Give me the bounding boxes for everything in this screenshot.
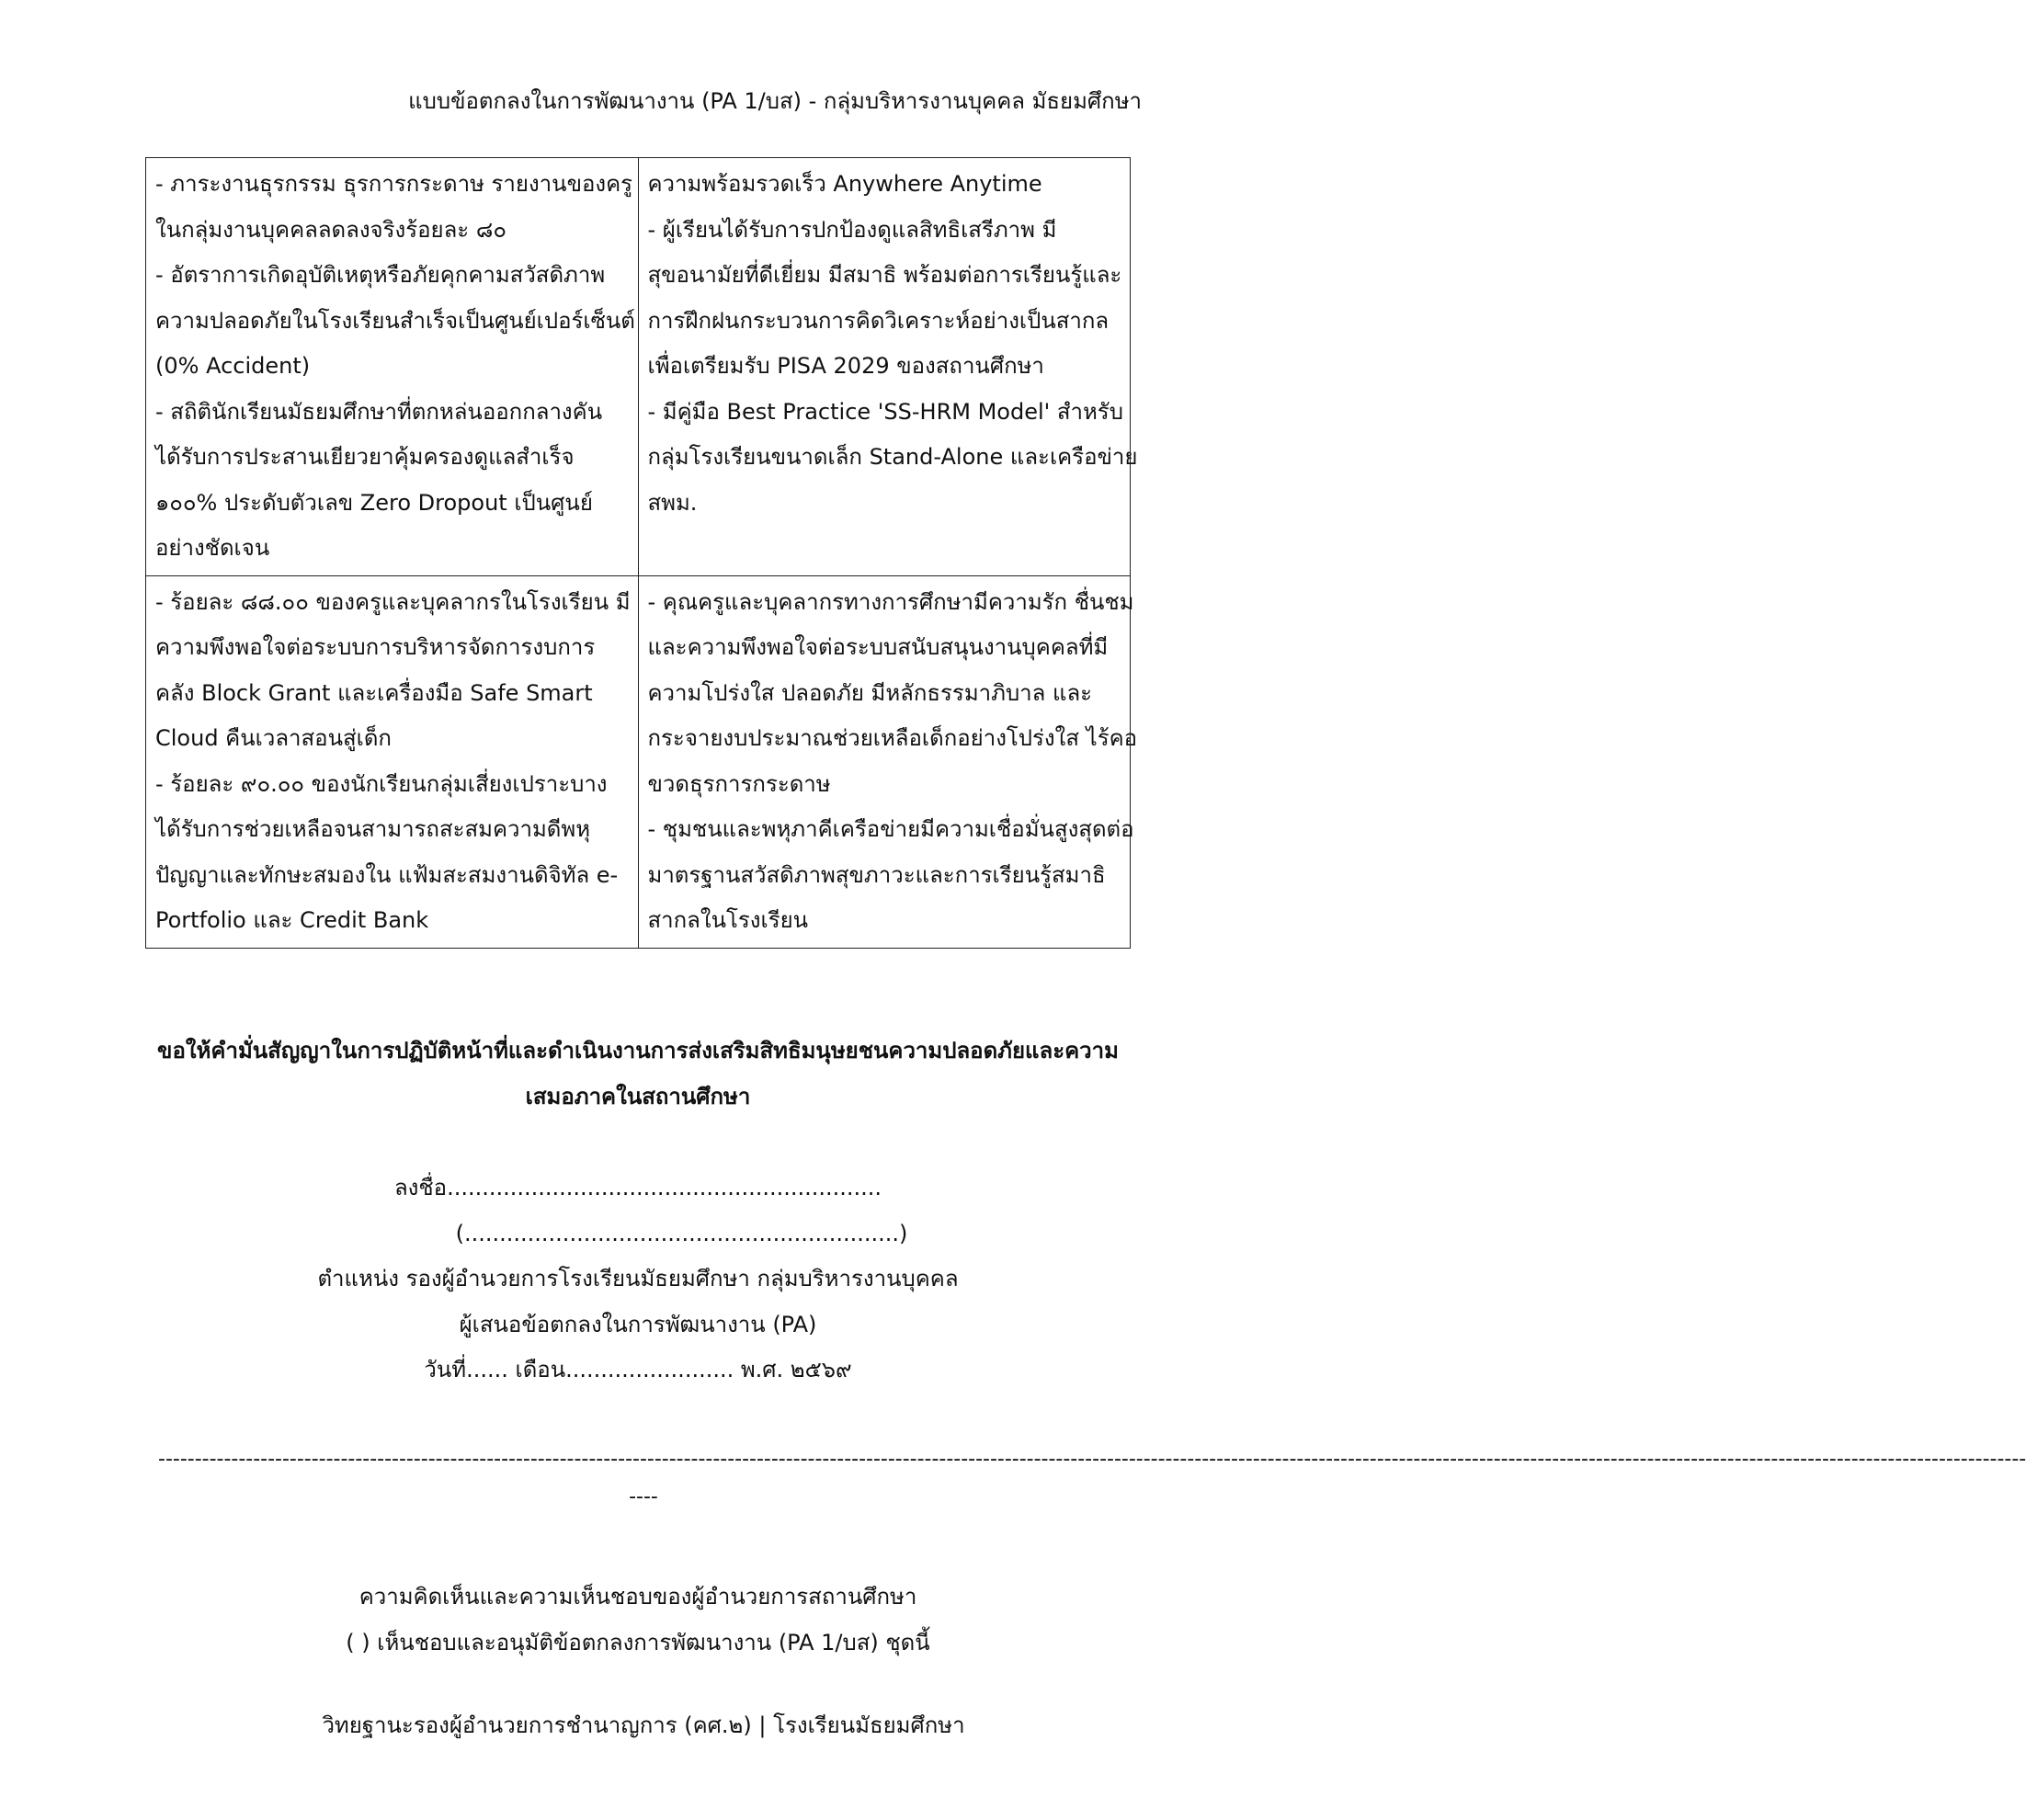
cell-line: และความพึงพอใจต่อระบบสนับสนุนงานบุคคลที่มี: [647, 634, 1109, 660]
section-divider-tail: ----: [629, 1485, 658, 1508]
cell-line: - ภาระงานธุรกรรม ธุรการกระดาษ รายงานของครู: [155, 171, 633, 197]
pa-indicator-table: [145, 157, 1138, 949]
cell-line: กลุ่มโรงเรียนขนาดเล็ก Stand-Alone และเครือข่าย: [647, 444, 1138, 470]
cell-line: - สถิตินักเรียนมัธยมศึกษาที่ตกหล่นออกกลางคัน: [155, 398, 603, 425]
cell-line: - มีคู่มือ Best Practice 'SS-HRM Model' สำหรับ: [647, 398, 1123, 425]
cell-line: ๑๐๐% ประดับตัวเลข Zero Dropout เป็นศูนย์: [155, 489, 593, 516]
cell-line: ในกลุ่มงานบุคคลลดลงจริงร้อยละ ๘๐: [155, 216, 506, 243]
cell-line: - คุณครูและบุคลากรทางการศึกษามีความรัก ชื่นชม: [647, 588, 1134, 615]
table-row: [146, 575, 1131, 948]
section-divider: ----------------------------------------------------------------------------------------------------------------------------------------------------------------------------------------------------------------------------------------------------------------: [158, 1448, 2026, 1471]
signature-block: [145, 1166, 1131, 1393]
cell-line: - ร้อยละ ๙๐.๐๐ ของนักเรียนกลุ่มเสี่ยงเปราะบาง: [155, 770, 608, 797]
cell-line: ความโปร่งใส ปลอดภัย มีหลักธรรมาภิบาล และ: [647, 679, 1093, 706]
cell-line: - อัตราการเกิดอุบัติเหตุหรือภัยคุกคามสวัสดิภาพ: [155, 262, 606, 288]
cell-line: ความพร้อมรวดเร็ว Anywhere Anytime: [647, 171, 1042, 197]
cell-line: การฝึกฝนกระบวนการคิดวิเคราะห์อย่างเป็นสากล: [647, 307, 1110, 334]
cell-line: ปัญญาและทักษะสมองใน แฟ้มสะสมงานดิจิทัล e-: [155, 861, 619, 888]
cell-line: ได้รับการช่วยเหลือจนสามารถสะสมความดีพหุ: [155, 816, 591, 842]
cell-line: - ผู้เรียนได้รับการปกป้องดูแลสิทธิเสรีภาพ มี: [647, 216, 1057, 243]
table-cell-left: [146, 158, 639, 576]
cell-line: มาตรฐานสวัสดิภาพสุขภาวะและการเรียนรู้สมาธิ: [647, 861, 1106, 888]
director-opinion: [145, 1574, 1131, 1666]
signer-position: ตำแหน่ง รองผู้อำนวยการโรงเรียนมัธยมศึกษา กลุ่มบริหารงานบุคคล: [317, 1266, 959, 1291]
cell-line: - ชุมชนและพหุภาคีเครือข่ายมีความเชื่อมั่นสูงสุดต่อ: [647, 816, 1134, 842]
cell-line: (0% Accident): [155, 353, 311, 379]
table-cell-right: [638, 575, 1138, 948]
table-cell-right: [638, 158, 1138, 576]
cell-line: สากลในโรงเรียน: [647, 907, 809, 933]
cell-line: ความพึงพอใจต่อระบบการบริหารจัดการงบการ: [155, 634, 596, 660]
cell-line: ขวดธุรการกระดาษ: [647, 770, 831, 797]
cell-line: เพื่อเตรียมรับ PISA 2029 ของสถานศึกษา: [647, 353, 1044, 379]
signature-line: ลงชื่อ..............................................................: [393, 1175, 882, 1200]
table-row: [146, 158, 1131, 576]
cell-line: ความปลอดภัยในโรงเรียนสำเร็จเป็นศูนย์เปอร์เซ็นต์: [155, 307, 635, 334]
page-header: แบบข้อตกลงในการพัฒนางาน (PA 1/บส) - กลุ่มบริหารงานบุคคล มัธยมศึกษา: [408, 88, 1142, 114]
commitment-statement: [145, 1028, 1131, 1120]
cell-line: สุขอนามัยที่ดีเยี่ยม มีสมาธิ พร้อมต่อการเรียนรู้และ: [647, 262, 1122, 288]
signer-name-line: (..............................................................): [455, 1220, 908, 1246]
cell-line: Portfolio และ Credit Bank: [155, 907, 429, 933]
cell-line: สพม.: [647, 489, 698, 516]
signer-role: ผู้เสนอข้อตกลงในการพัฒนางาน (PA): [459, 1311, 817, 1337]
cell-line: คลัง Block Grant และเครื่องมือ Safe Smart: [155, 679, 593, 706]
commitment-line: ขอให้คำมั่นสัญญาในการปฏิบัติหน้าที่และดำเนินงานการส่งเสริมสิทธิมนุษยชนความปลอดภัยและความ: [157, 1038, 1119, 1064]
approval-line: ( ) เห็นชอบและอนุมัติข้อตกลงการพัฒนางาน (PA 1/บส) ชุดนี้: [346, 1630, 930, 1655]
commitment-line: เสมอภาคในสถานศึกษา: [525, 1084, 751, 1109]
cell-line: ได้รับการประสานเยียวยาคุ้มครองดูแลสำเร็จ: [155, 444, 575, 470]
cell-line: - ร้อยละ ๘๘.๐๐ ของครูและบุคลากรในโรงเรียน มี: [155, 588, 631, 615]
cell-line: Cloud คืนเวลาสอนสู่เด็ก: [155, 725, 392, 751]
signature-date: วันที่...... เดือน........................ พ.ศ. ๒๕๖๙: [424, 1357, 852, 1382]
cell-line: กระจายงบประมาณช่วยเหลือเด็กอย่างโปร่งใส ไร้คอ: [647, 725, 1138, 751]
table-cell-left: [146, 575, 639, 948]
opinion-title: ความคิดเห็นและความเห็นชอบของผู้อำนวยการสถานศึกษา: [359, 1584, 917, 1610]
cell-line: อย่างชัดเจน: [155, 535, 270, 561]
page-footer: วิทยฐานะรองผู้อำนวยการชำนาญการ (คศ.๒) | โรงเรียนมัธยมศึกษา: [322, 1712, 965, 1738]
